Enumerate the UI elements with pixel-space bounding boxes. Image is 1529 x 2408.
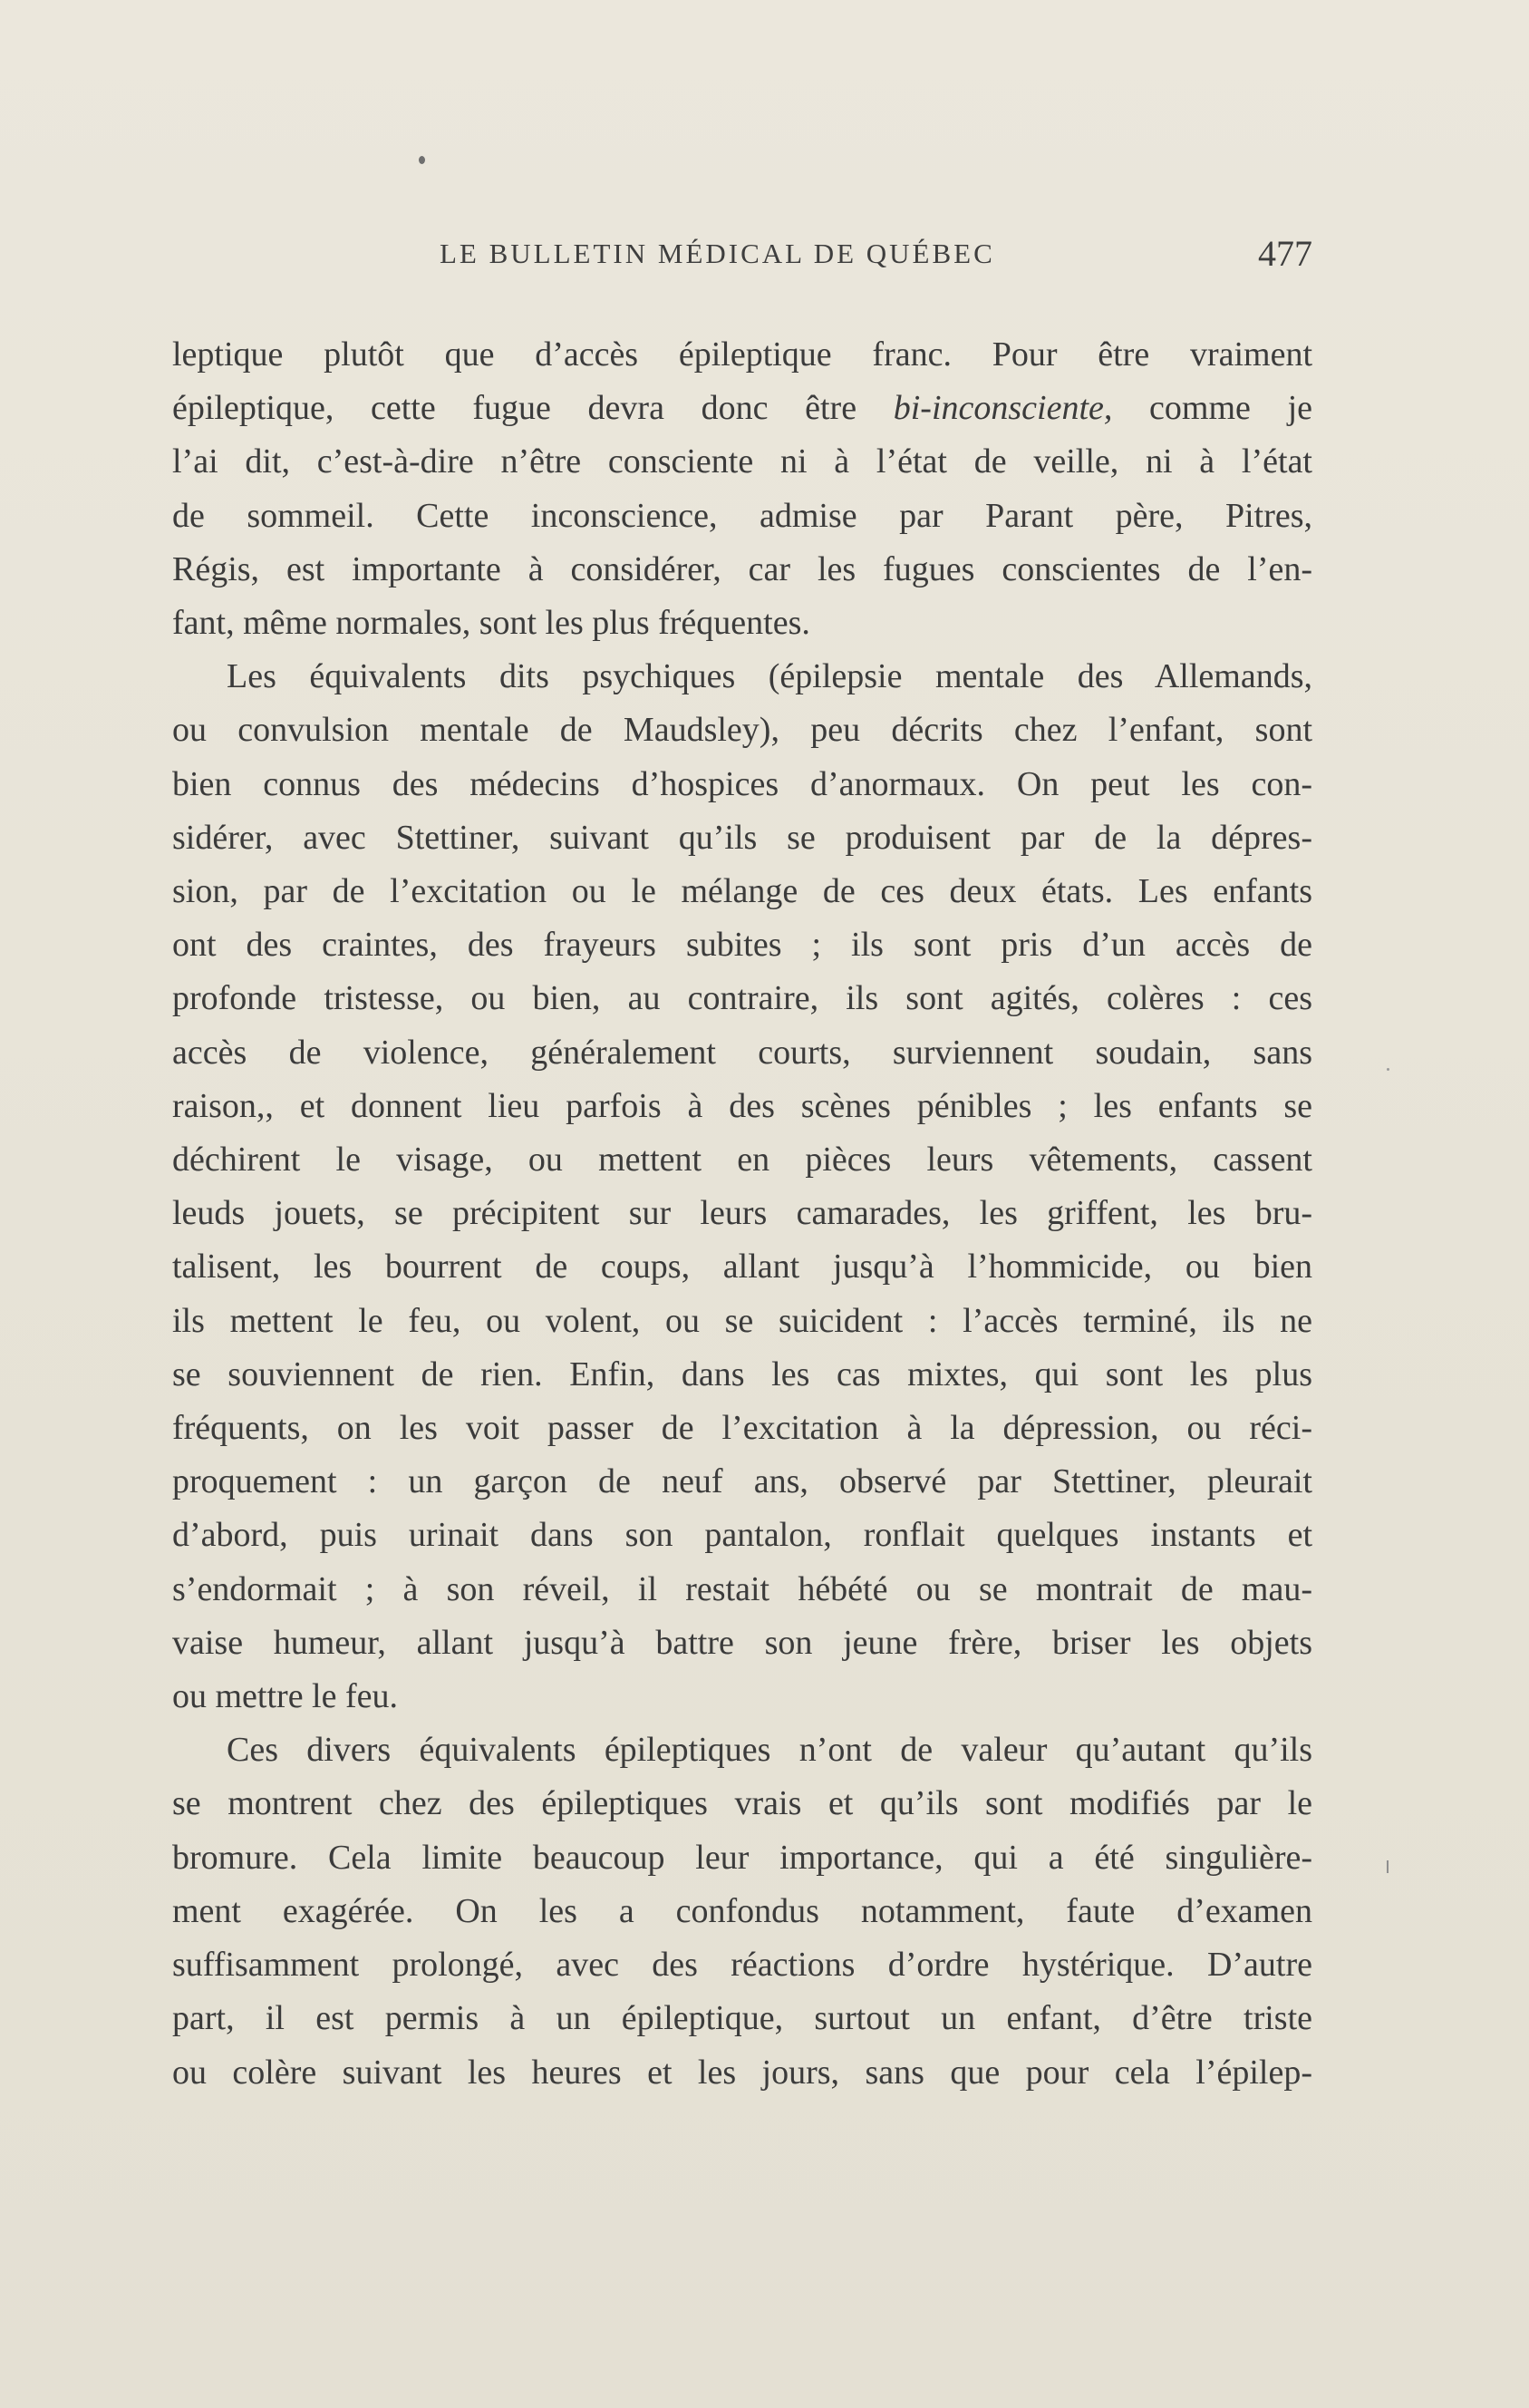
text-line: talisent, les bourrent de coups, allant jusqu’à l’hommicide, ou bien: [172, 1248, 1312, 1287]
text-line: suffisamment prolongé, avec des réactions d’ordre hystérique. D’autre: [172, 1946, 1312, 1985]
text-line: leptique plutôt que d’accès épileptique franc. Pour être vraiment: [172, 335, 1312, 374]
text-line: sion, par de l’excitation ou le mélange de ces deux états. Les enfants: [172, 872, 1312, 911]
text-span: épileptique, cette fugue devra donc être: [172, 389, 894, 428]
margin-mark: [1387, 1068, 1389, 1071]
text-line: leuds jouets, se précipitent sur leurs camarades, les griffent, les bru-: [172, 1194, 1312, 1233]
text-line: raison,, et donnent lieu parfois à des scènes pénibles ; les enfants se: [172, 1086, 1312, 1125]
text-line: ont des craintes, des frayeurs subites ; ils sont pris d’un accès de: [172, 926, 1312, 965]
text-line: vaise humeur, allant jusqu’à battre son jeune frère, briser les objets: [172, 1623, 1312, 1662]
text-span: comme je: [1112, 389, 1312, 428]
text-line: se montrent chez des épileptiques vrais et qu’ils sont modifiés par le: [172, 1784, 1312, 1823]
body-text: [172, 328, 1312, 2100]
text-line: sidérer, avec Stettiner, suivant qu’ils se produisent par de la dépres-: [172, 818, 1312, 857]
text-line: ou colère suivant les heures et les jours, sans que pour cela l’épilep-: [172, 2053, 1312, 2092]
text-line: [172, 382, 1312, 435]
paragraph-3: [172, 1723, 1312, 2099]
text-line: d’abord, puis urinait dans son pantalon, ronflait quelques instants et: [172, 1516, 1312, 1555]
text-line: bien connus des médecins d’hospices d’anormaux. On peut les con-: [172, 764, 1312, 803]
text-line: profonde tristesse, ou bien, au contraire, ils sont agités, colères : ces: [172, 979, 1312, 1018]
margin-mark: [1387, 1860, 1389, 1873]
text-line: l’ai dit, c’est-à-dire n’être consciente ni à l’état de veille, ni à l’état: [172, 442, 1312, 481]
italic-term: bi-inconsciente,: [893, 389, 1113, 428]
text-line: part, il est permis à un épileptique, surtout un enfant, d’être triste: [172, 1999, 1312, 2038]
paragraph-1: [172, 328, 1312, 650]
text-line: ment exagérée. On les a confondus notamment, faute d’examen: [172, 1891, 1312, 1930]
text-line: déchirent le visage, ou mettent en pièces leurs vêtements, cassent: [172, 1141, 1312, 1180]
text-line: Ces divers équivalents épileptiques n’ont de valeur qu’autant qu’ils: [227, 1731, 1312, 1770]
running-header: [172, 233, 1312, 283]
text-line: fant, même normales, sont les plus fréquentes.: [172, 604, 810, 643]
text-line: s’endormait ; à son réveil, il restait hébété ou se montrait de mau-: [172, 1569, 1312, 1608]
ink-mark: [419, 156, 425, 164]
text-line: Régis, est importante à considérer, car les fugues conscientes de l’en-: [172, 549, 1312, 588]
text-line: Les équivalents dits psychiques (épilepsie mentale des Allemands,: [227, 657, 1312, 696]
text-line: ou mettre le feu.: [172, 1677, 399, 1716]
text-line: fréquents, on les voit passer de l’excitation à la dépression, ou réci-: [172, 1409, 1312, 1448]
text-line: ou convulsion mentale de Maudsley), peu décrits chez l’enfant, sont: [172, 711, 1312, 750]
text-line: bromure. Cela limite beaucoup leur importance, qui a été singulière-: [172, 1838, 1312, 1877]
page-number: 477: [1258, 233, 1312, 274]
text-line: ils mettent le feu, ou volent, ou se suicident : l’accès terminé, ils ne: [172, 1301, 1312, 1340]
paragraph-2: [172, 650, 1312, 1723]
text-line: accès de violence, généralement courts, surviennent soudain, sans: [172, 1033, 1312, 1072]
text-line: proquement : un garçon de neuf ans, observé par Stettiner, pleurait: [172, 1462, 1312, 1501]
text-line: de sommeil. Cette inconscience, admise par Parant père, Pitres,: [172, 496, 1312, 535]
running-title: LE BULLETIN MÉDICAL DE QUÉBEC: [440, 238, 995, 269]
text-line: se souviennent de rien. Enfin, dans les cas mixtes, qui sont les plus: [172, 1354, 1312, 1393]
